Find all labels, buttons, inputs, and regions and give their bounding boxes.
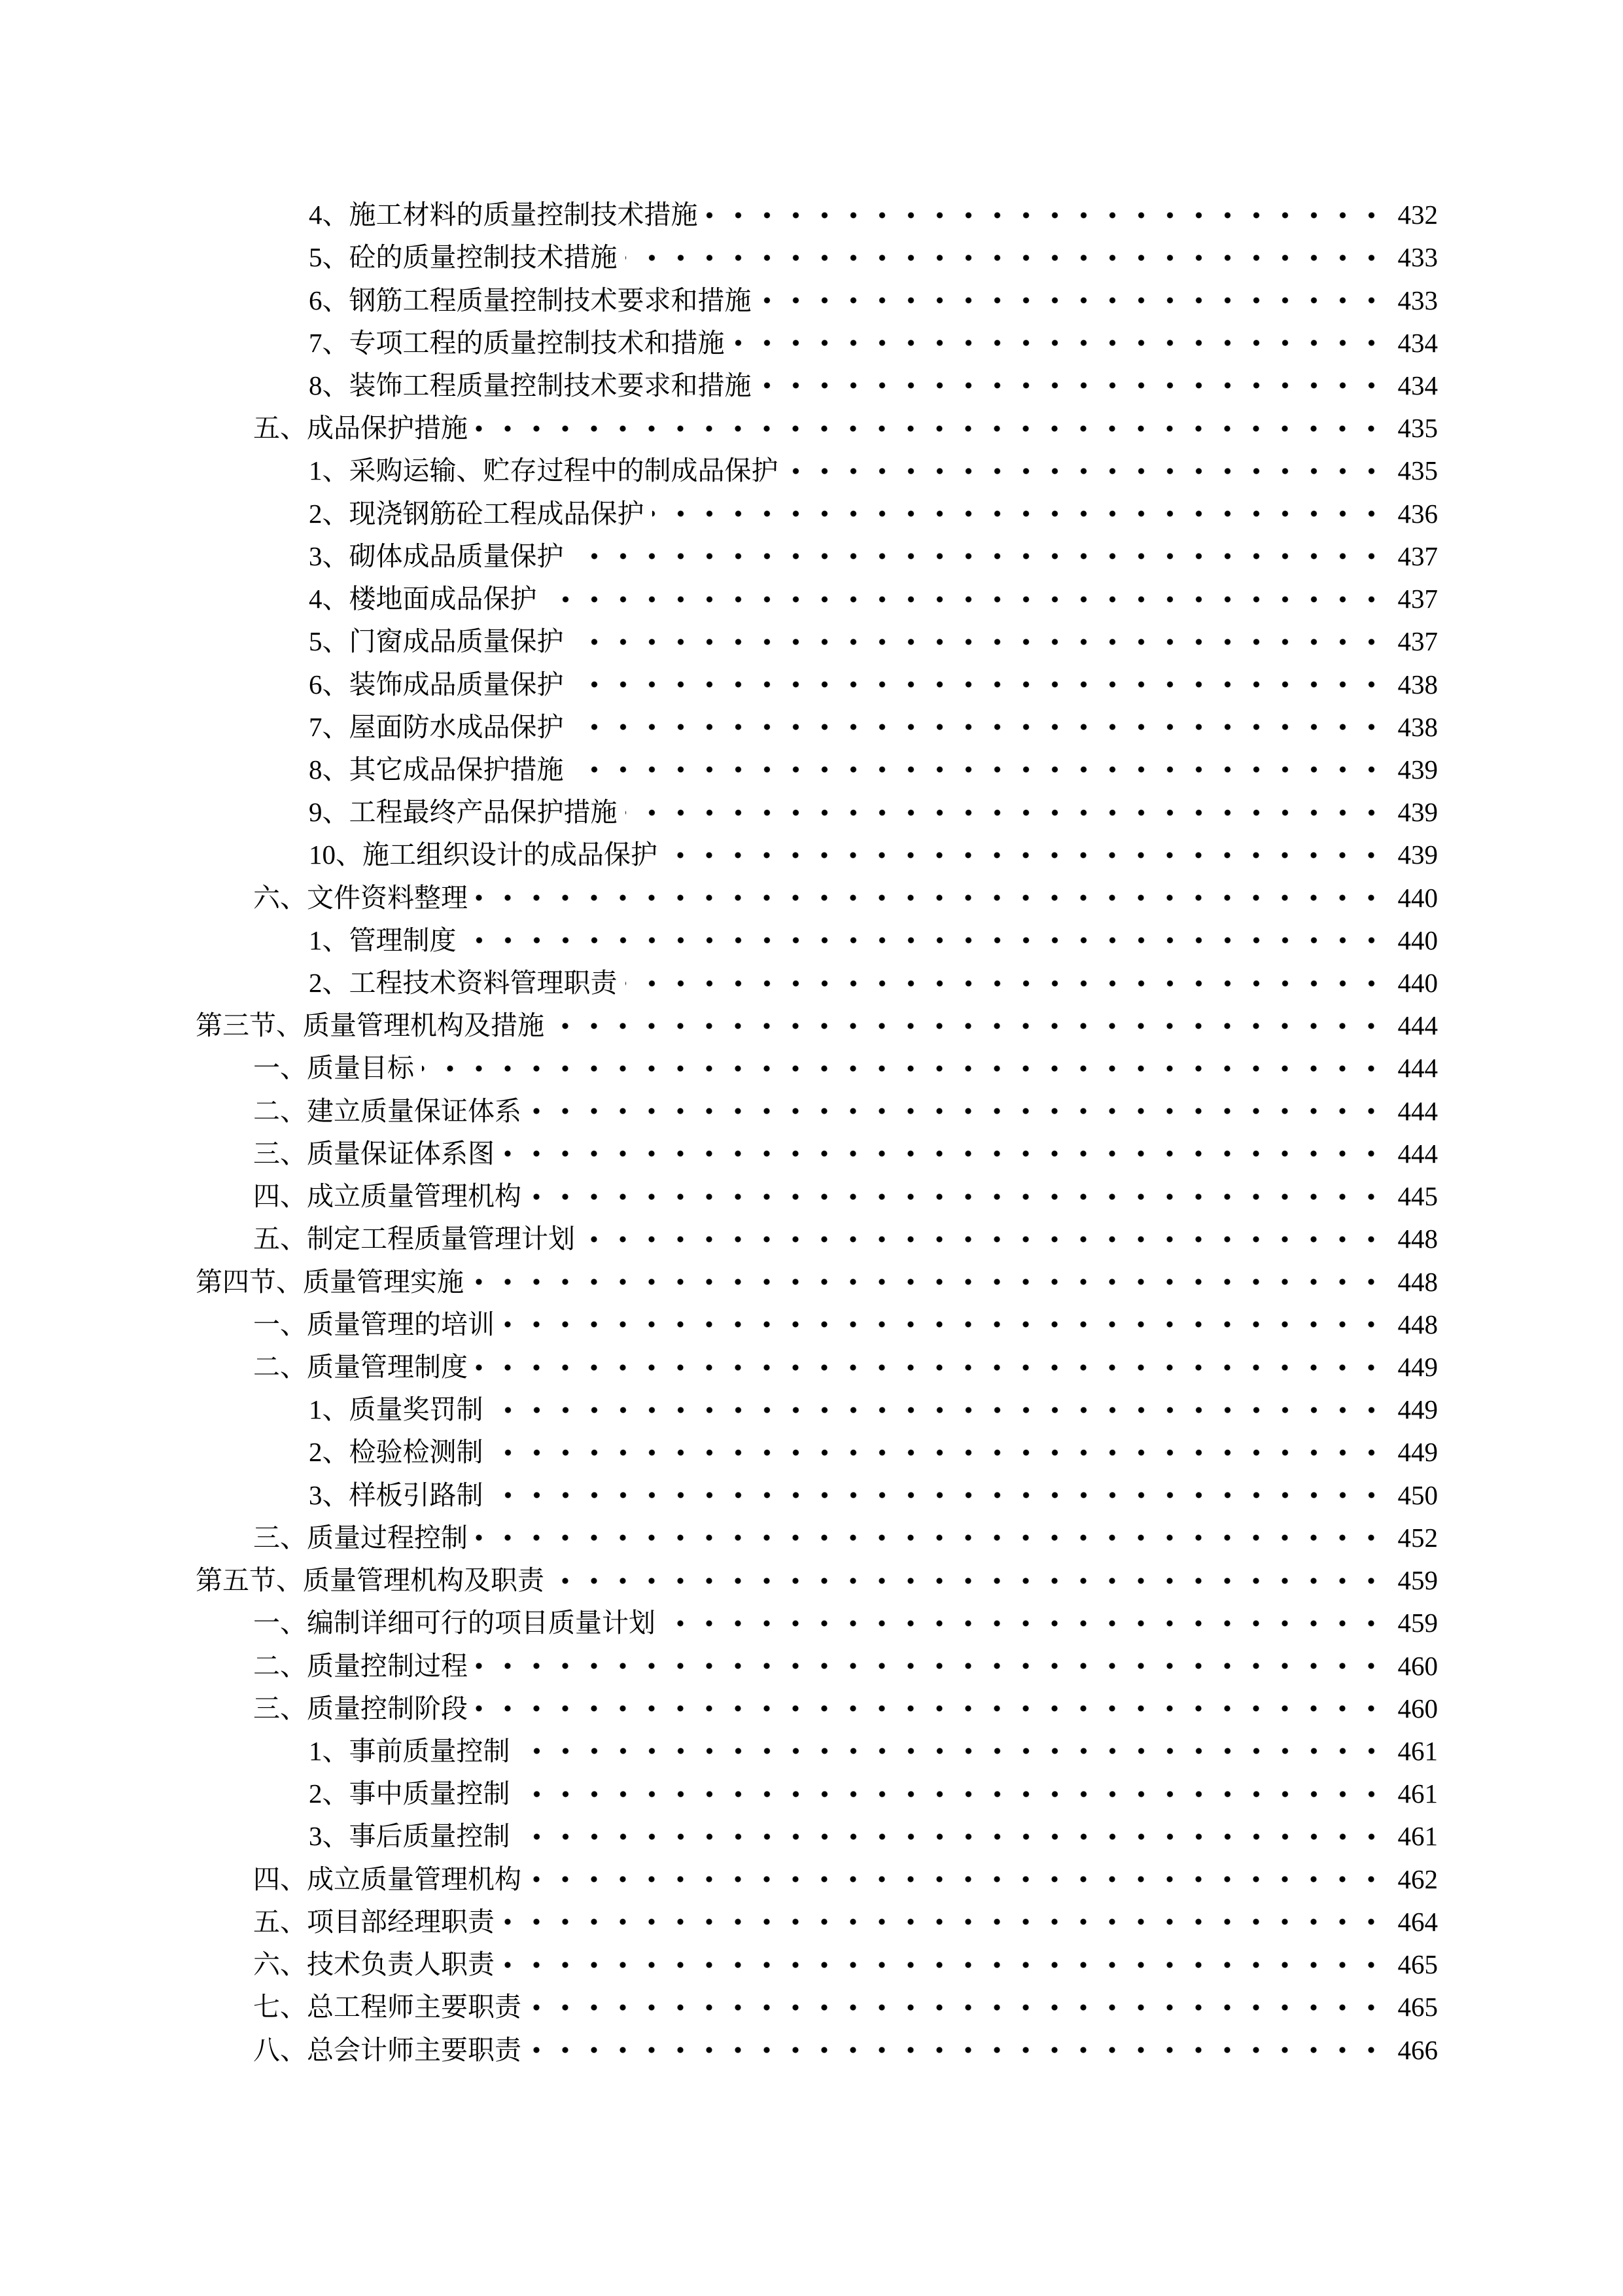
dot-leader — [529, 1193, 1386, 1201]
toc-entry-page-number: 444 — [1397, 1138, 1438, 1169]
toc-entry-page-number: 437 — [1397, 626, 1438, 657]
toc-entry-title: 4、施工材料的质量控制技术措施 — [309, 200, 698, 230]
toc-entry — [0, 1943, 1438, 1986]
toc-entry-page-number: 449 — [1397, 1437, 1438, 1468]
toc-entry — [0, 834, 1438, 876]
toc-entry-title: 一、质量目标 — [253, 1053, 414, 1084]
toc-entry-page-number: 464 — [1397, 1906, 1438, 1937]
toc-entry-title: 五、成品保护措施 — [253, 413, 468, 444]
toc-entry-title: 二、质量管理制度 — [253, 1352, 468, 1383]
toc-entry-title: 六、文件资料整理 — [253, 882, 468, 913]
toc-entry — [0, 1047, 1438, 1089]
toc-entry — [0, 1858, 1438, 1901]
toc-entry-page-number: 436 — [1397, 498, 1438, 529]
dot-leader — [491, 1491, 1386, 1499]
dot-leader — [625, 980, 1386, 987]
toc-entry-page-number: 461 — [1397, 1778, 1438, 1809]
toc-entry-title: 6、装饰成品质量保护 — [309, 669, 564, 699]
dot-leader — [652, 510, 1386, 518]
toc-entry — [0, 919, 1438, 962]
dot-leader — [759, 296, 1386, 304]
toc-entry-page-number: 465 — [1397, 1992, 1438, 2022]
toc-entry-title: 5、砼的质量控制技术措施 — [309, 242, 618, 273]
toc-entry-title: 六、技术负责人职责 — [253, 1949, 495, 1980]
toc-entry-page-number: 444 — [1397, 1053, 1438, 1084]
toc-entry-page-number: 465 — [1397, 1949, 1438, 1980]
toc-entry — [0, 2028, 1438, 2071]
toc-entry — [0, 749, 1438, 791]
toc-entry — [0, 493, 1438, 535]
toc-entry-title: 1、质量奖罚制 — [309, 1394, 483, 1425]
toc-entry-page-number: 449 — [1397, 1394, 1438, 1425]
toc-entry-page-number: 435 — [1397, 413, 1438, 444]
toc-entry — [0, 791, 1438, 834]
toc-entry — [0, 236, 1438, 279]
toc-entry — [0, 1602, 1438, 1644]
toc-entry-page-number: 444 — [1397, 1010, 1438, 1041]
toc-entry — [0, 1815, 1438, 1858]
toc-entry — [0, 1090, 1438, 1133]
toc-entry-title: 一、质量管理的培训 — [253, 1309, 495, 1339]
toc-entry — [0, 1303, 1438, 1346]
toc-entry — [0, 1218, 1438, 1260]
dot-leader — [502, 1150, 1386, 1157]
toc-entry-title: 3、事后质量控制 — [309, 1821, 510, 1852]
dot-leader — [476, 1662, 1386, 1670]
toc-entry-title: 第五节、质量管理机构及职责 — [196, 1565, 544, 1596]
toc-entry — [0, 1773, 1438, 1815]
toc-entry-title: 6、钢筋工程质量控制技术要求和措施 — [309, 285, 752, 315]
dot-leader — [572, 766, 1386, 773]
toc-entry-page-number: 432 — [1397, 200, 1438, 230]
toc-entry-page-number: 437 — [1397, 540, 1438, 571]
toc-entry-title: 三、质量控制阶段 — [253, 1693, 468, 1723]
table-of-contents — [0, 194, 1438, 2072]
toc-entry — [0, 535, 1438, 578]
toc-entry-page-number: 439 — [1397, 839, 1438, 870]
toc-entry-title: 第四节、质量管理实施 — [196, 1266, 464, 1297]
dot-leader — [733, 339, 1386, 347]
toc-entry-title: 3、样板引路制 — [309, 1479, 483, 1510]
dot-leader — [476, 1704, 1386, 1712]
dot-leader — [476, 1364, 1386, 1371]
toc-entry-title: 7、专项工程的质量控制技术和措施 — [309, 327, 725, 358]
toc-entry-page-number: 461 — [1397, 1821, 1438, 1852]
toc-entry-page-number: 440 — [1397, 882, 1438, 913]
dot-leader — [491, 1406, 1386, 1414]
toc-entry-page-number: 434 — [1397, 327, 1438, 358]
toc-entry-page-number: 448 — [1397, 1266, 1438, 1297]
toc-entry-title: 四、成立质量管理机构 — [253, 1181, 521, 1212]
dot-leader — [572, 680, 1386, 688]
dot-leader — [665, 851, 1386, 859]
toc-entry-page-number: 460 — [1397, 1693, 1438, 1723]
toc-entry — [0, 620, 1438, 663]
toc-entry-page-number: 433 — [1397, 242, 1438, 273]
toc-entry — [0, 450, 1438, 492]
toc-entry — [0, 407, 1438, 450]
toc-entry-page-number: 433 — [1397, 285, 1438, 315]
toc-entry-title: 1、事前质量控制 — [309, 1735, 510, 1766]
dot-leader — [476, 425, 1386, 433]
dot-leader — [464, 936, 1386, 944]
dot-leader — [491, 1449, 1386, 1457]
toc-entry — [0, 1517, 1438, 1559]
dot-leader — [502, 1320, 1386, 1328]
dot-leader — [572, 723, 1386, 731]
toc-entry — [0, 1901, 1438, 1943]
dot-leader — [502, 1918, 1386, 1926]
dot-leader — [518, 1747, 1386, 1755]
dot-leader — [476, 1534, 1386, 1542]
toc-entry-page-number: 452 — [1397, 1522, 1438, 1553]
toc-entry-title: 三、质量保证体系图 — [253, 1138, 495, 1169]
dot-leader — [572, 552, 1386, 560]
toc-entry — [0, 1986, 1438, 2028]
toc-entry-page-number: 435 — [1397, 455, 1438, 486]
toc-entry-title: 4、楼地面成品保护 — [309, 584, 537, 614]
toc-entry-title: 9、工程最终产品保护措施 — [309, 797, 618, 828]
toc-entry — [0, 663, 1438, 705]
dot-leader — [583, 1235, 1386, 1243]
toc-entry — [0, 1559, 1438, 1602]
toc-entry-title: 5、门窗成品质量保护 — [309, 626, 564, 657]
toc-entry — [0, 364, 1438, 407]
toc-entry — [0, 1474, 1438, 1517]
toc-entry — [0, 962, 1438, 1004]
toc-entry-page-number: 440 — [1397, 968, 1438, 998]
toc-entry-page-number: 449 — [1397, 1352, 1438, 1383]
toc-entry-page-number: 450 — [1397, 1479, 1438, 1510]
toc-entry-page-number: 434 — [1397, 370, 1438, 400]
dot-leader — [545, 595, 1386, 603]
toc-entry-title: 10、施工组织设计的成品保护 — [309, 839, 657, 870]
dot-leader — [625, 254, 1386, 262]
dot-leader — [706, 211, 1386, 219]
dot-leader — [476, 894, 1386, 902]
dot-leader — [552, 1022, 1386, 1030]
toc-entry-page-number: 462 — [1397, 1863, 1438, 1894]
toc-entry-page-number: 439 — [1397, 754, 1438, 785]
toc-entry-title: 1、管理制度 — [309, 925, 457, 955]
toc-entry-title: 2、现浇钢筋砼工程成品保护 — [309, 498, 644, 529]
toc-entry-title: 1、采购运输、贮存过程中的制成品保护 — [309, 455, 778, 486]
toc-entry-title: 二、质量控制过程 — [253, 1650, 468, 1681]
toc-entry-page-number: 438 — [1397, 669, 1438, 699]
toc-entry-title: 3、砌体成品质量保护 — [309, 540, 564, 571]
dot-leader — [529, 2004, 1386, 2011]
dot-leader — [572, 638, 1386, 646]
toc-entry-page-number: 459 — [1397, 1565, 1438, 1596]
toc-entry-page-number: 448 — [1397, 1309, 1438, 1339]
toc-entry-page-number: 439 — [1397, 797, 1438, 828]
toc-entry — [0, 1687, 1438, 1730]
toc-entry-page-number: 448 — [1397, 1224, 1438, 1254]
dot-leader — [663, 1619, 1386, 1627]
dot-leader — [472, 1278, 1386, 1286]
toc-entry — [0, 1260, 1438, 1303]
dot-leader — [502, 1961, 1386, 1969]
toc-entry-page-number: 466 — [1397, 2034, 1438, 2065]
dot-leader — [759, 381, 1386, 389]
toc-entry-page-number: 437 — [1397, 584, 1438, 614]
toc-entry — [0, 1175, 1438, 1218]
toc-entry-page-number: 444 — [1397, 1095, 1438, 1126]
toc-entry-page-number: 460 — [1397, 1650, 1438, 1681]
toc-entry-title: 二、建立质量保证体系 — [253, 1095, 521, 1126]
toc-entry — [0, 578, 1438, 620]
dot-leader — [529, 1107, 1386, 1115]
toc-entry-page-number: 461 — [1397, 1735, 1438, 1766]
toc-entry-title: 五、制定工程质量管理计划 — [253, 1224, 575, 1254]
toc-entry-title: 8、装饰工程质量控制技术要求和措施 — [309, 370, 752, 400]
toc-entry-title: 7、屋面防水成品保护 — [309, 711, 564, 742]
toc-entry — [0, 1346, 1438, 1388]
toc-entry — [0, 279, 1438, 321]
toc-entry — [0, 322, 1438, 364]
toc-entry-page-number: 440 — [1397, 925, 1438, 955]
dot-leader — [786, 467, 1386, 475]
toc-entry-title: 三、质量过程控制 — [253, 1522, 468, 1553]
toc-entry-title: 第三节、质量管理机构及措施 — [196, 1010, 544, 1041]
toc-entry — [0, 877, 1438, 919]
toc-entry — [0, 706, 1438, 749]
toc-entry-page-number: 438 — [1397, 711, 1438, 742]
toc-entry-title: 2、工程技术资料管理职责 — [309, 968, 618, 998]
toc-entry-title: 一、编制详细可行的项目质量计划 — [253, 1608, 655, 1638]
dot-leader — [552, 1577, 1386, 1585]
toc-entry-title: 五、项目部经理职责 — [253, 1906, 495, 1937]
toc-entry-title: 四、成立质量管理机构 — [253, 1863, 521, 1894]
toc-entry — [0, 194, 1438, 236]
toc-entry — [0, 1388, 1438, 1431]
toc-entry — [0, 1730, 1438, 1773]
dot-leader — [518, 1833, 1386, 1841]
toc-entry — [0, 1431, 1438, 1474]
toc-entry-title: 2、事中质量控制 — [309, 1778, 510, 1809]
dot-leader — [529, 2046, 1386, 2054]
toc-entry — [0, 1004, 1438, 1047]
toc-entry-page-number: 445 — [1397, 1181, 1438, 1212]
dot-leader — [422, 1065, 1386, 1072]
toc-entry — [0, 1133, 1438, 1175]
toc-entry-page-number: 459 — [1397, 1608, 1438, 1638]
dot-leader — [529, 1875, 1386, 1883]
toc-entry-title: 七、总工程师主要职责 — [253, 1992, 521, 2022]
dot-leader — [625, 809, 1386, 817]
dot-leader — [518, 1790, 1386, 1798]
toc-entry-title: 2、检验检测制 — [309, 1437, 483, 1468]
toc-entry — [0, 1644, 1438, 1687]
toc-entry-title: 8、其它成品保护措施 — [309, 754, 564, 785]
toc-entry-title: 八、总会计师主要职责 — [253, 2034, 521, 2065]
